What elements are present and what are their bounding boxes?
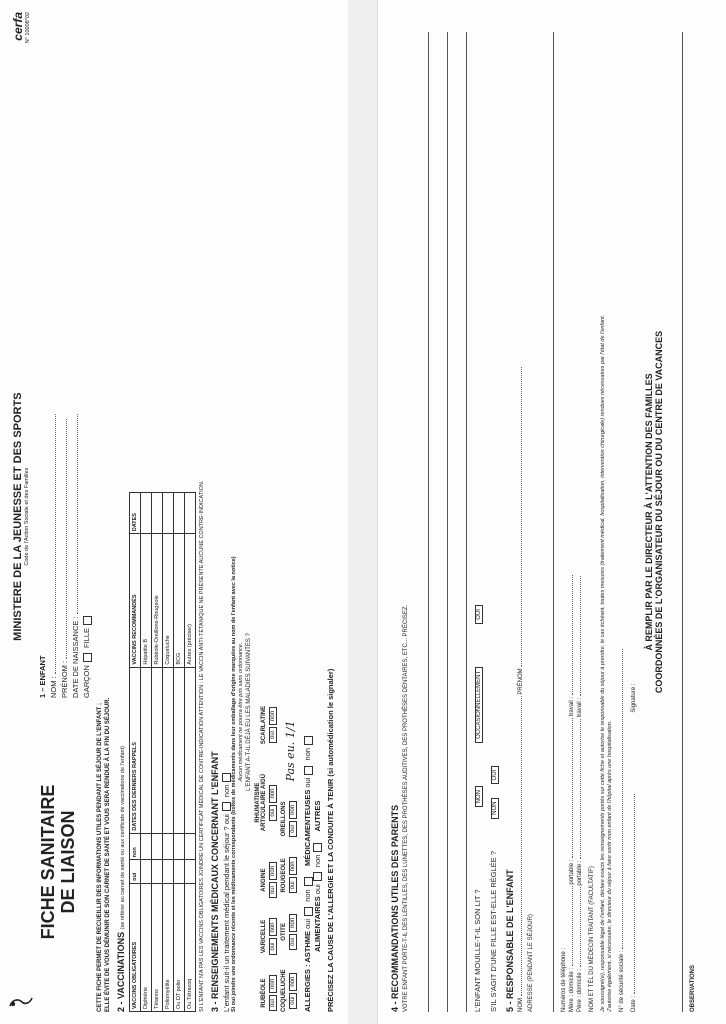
section4-title: 4 - RECOMMANDATIONS UTILES DES PARENTS	[390, 804, 400, 1012]
medic-label: MÉDICAMENTEUSES	[303, 789, 313, 866]
left-page	[0, 0, 348, 1024]
disease-name: ROUGEOLE	[281, 858, 288, 893]
vacc-header-cell: non	[129, 833, 140, 860]
date-label: Date :	[631, 995, 637, 1012]
alimentaires-label: ALIMENTAIRES	[312, 896, 322, 952]
disease-name: OREILLONS	[281, 801, 288, 837]
disease-oui-box[interactable]: oui	[289, 934, 297, 950]
bedwetting-non-box[interactable]: NON	[475, 786, 483, 807]
child-nom-label: NOM :	[49, 676, 58, 698]
no-medication-note: Aucun médicament ne pourra être pris sans ordonnance.	[238, 642, 245, 782]
vacc-non-cell[interactable]	[184, 833, 195, 860]
ministry-name: MINISTERE DE LA JEUNESSE ET DES SPORTS	[11, 392, 24, 641]
director-line[interactable]	[670, 32, 683, 1012]
date-signature-row	[630, 12, 638, 1012]
disease-non-box[interactable]: non	[269, 918, 277, 936]
vacc-date-cell[interactable]	[140, 667, 151, 833]
vacc-header-cell: VACCINS OBLIGATOIRES	[129, 883, 140, 1011]
intro-line1: CETTE FICHE PERMET DE RECUEILLIR DES INFORMATIONS UTILES PENDANT LE SÉJOUR DE L'ENFANT ;	[96, 703, 103, 1012]
vacc-header-cell: DATES	[129, 493, 140, 534]
garcon-checkbox[interactable]	[83, 653, 92, 662]
treatment-non-label: non	[221, 784, 231, 798]
disease-non-box[interactable]: non	[269, 785, 277, 803]
section4-line[interactable]	[416, 32, 429, 1012]
disease-item	[261, 706, 277, 744]
address-line[interactable]	[541, 32, 554, 1012]
asthme-label: ASTHME	[303, 931, 313, 963]
pere-row	[576, 12, 584, 1012]
medic-non-checkbox[interactable]	[304, 736, 313, 745]
disease-oui-box[interactable]: oui	[269, 727, 277, 743]
phone-label: Numéros de téléphone :	[561, 947, 567, 1012]
table-row	[173, 493, 184, 1012]
vacc-date-cell[interactable]	[173, 667, 184, 833]
vacc-non-cell[interactable]	[140, 833, 151, 860]
disease-oui-box[interactable]: oui	[269, 995, 277, 1011]
disease-non-box[interactable]: non	[289, 973, 297, 991]
director-title-2: COORDONNÉES DE L'ORGANISATEUR DU SÉJOUR OU DU CENTRE DE VACANCES	[654, 330, 664, 694]
disease-oui-box[interactable]: oui	[269, 939, 277, 955]
undersigned-text: Je soussigné(e), responsable légal de l'enfant, déclare exacts les renseignements portés sur cette fiche et autorise le responsable du séjour à prendre, le cas échéant, toutes mesures (traitement médical, hospitalisation, intervention chirurgicale) rendues nécessaires par l'état de l'enfant. J'autorise également, si nécessaire, le directeur du séjour à faire sortir mon enfant de l'hôpital après une hospitalisation.	[600, 314, 613, 1012]
ordonnance-note: Si oui joindre une ordonnance récente et les médicaments correspondants (boîtes de médicaments dans leur emballage d'origine marquées au nom de l'enfant avec la notice)	[231, 556, 238, 1012]
section5-title: 5 - RESPONSABLE DE L'ENFANT	[505, 869, 515, 1012]
vacc-oui-cell[interactable]	[140, 860, 151, 884]
pere-portable-label: portable :	[577, 860, 583, 886]
pere-domicile-field[interactable]	[580, 887, 581, 967]
child-prenom-label: PRÉNOM :	[60, 660, 69, 698]
vacc-oblig-cell: Ou DT polio	[173, 883, 184, 1011]
vacc-date-cell[interactable]	[151, 667, 162, 833]
resp-nom-field[interactable]	[521, 696, 522, 996]
handwritten-note: Pas eu. 1/1	[284, 720, 298, 782]
disease-non-box[interactable]: non	[269, 862, 277, 880]
secu-row	[618, 12, 626, 1012]
resp-address-label: ADRESSE (PENDANT LE SÉJOUR)	[528, 914, 534, 1012]
child-prenom-field[interactable]	[66, 419, 67, 659]
disease-item	[281, 856, 297, 894]
diseases-question: L'ENFANT A-T-IL DÉJÀ EU LES MALADIES SUIVANTES ?	[246, 633, 253, 791]
alim-non-label: non	[312, 854, 322, 868]
intro-text	[96, 12, 112, 1012]
disease-name: OTITE	[281, 923, 288, 941]
vacc-reco-date-cell[interactable]	[173, 493, 184, 534]
section2-title: 2 - VACCINATIONS	[115, 931, 126, 1012]
mere-portable-label: portable :	[569, 859, 575, 885]
disease-oui-box[interactable]: oui	[269, 805, 277, 821]
vacc-reco-cell: Rubéole-Oreillons-Rougeole	[151, 534, 162, 667]
header	[8, 12, 34, 1012]
disease-non-box[interactable]: non	[289, 914, 297, 932]
disease-name: RHUMATISME ARTICULAIRE AIGÜ	[255, 774, 268, 832]
disease-oui-box[interactable]: oui	[289, 877, 297, 893]
pere-portable-field[interactable]	[580, 719, 581, 859]
secu-field[interactable]	[622, 649, 623, 949]
diseases-row2	[281, 12, 299, 1012]
treatment-question: L'enfant suit-il un traitement médical pendant le séjour ?	[221, 826, 231, 1012]
medic-oui-label: oui	[303, 777, 313, 788]
alim-oui-label: oui	[312, 884, 322, 895]
identity-block	[38, 12, 92, 1012]
alim-non-checkbox[interactable]	[313, 843, 322, 852]
mere-label: Mère : domicile :	[569, 967, 575, 1012]
treatment-oui-label: oui	[221, 814, 231, 825]
disease-oui-box[interactable]: oui	[289, 821, 297, 837]
section4-line[interactable]	[435, 32, 448, 1012]
allergies-row	[303, 12, 313, 1012]
mere-domicile-field[interactable]	[572, 886, 573, 966]
child-dob-label: DATE DE NAISSANCE :	[71, 616, 80, 698]
disease-non-box[interactable]: non	[269, 975, 277, 993]
resp-nom-label: NOM	[518, 998, 524, 1012]
vacc-date-cell[interactable]	[162, 667, 173, 833]
asthme-oui-label: oui	[303, 918, 313, 929]
date-field[interactable]	[634, 794, 635, 994]
child-dob-field[interactable]	[77, 414, 78, 614]
disease-oui-box[interactable]: oui	[289, 993, 297, 1009]
allergy-cause: PRÉCISEZ LA CAUSE DE L'ALLERGIE ET LA CONDUITE À TENIR (si automédication le signaler)	[326, 668, 336, 1012]
girl-non-box[interactable]: NON	[491, 798, 499, 819]
garcon-label: GARÇON	[82, 665, 91, 698]
vacc-reco-date-cell[interactable]	[151, 493, 162, 534]
vacc-header-cell: VACCINS RECOMMANDÉS	[129, 534, 140, 667]
vacc-reco-cell: Coqueluche	[162, 534, 173, 667]
vacc-reco-cell: BCG	[173, 534, 184, 667]
allergies-row2	[313, 12, 323, 1012]
resp-name-row	[517, 12, 525, 1012]
cerfa-number: N° 10008*02	[24, 12, 31, 44]
vacc-non-cell[interactable]	[162, 833, 173, 860]
disease-oui-box[interactable]: oui	[269, 882, 277, 898]
pere-label: Père : domicile :	[577, 968, 583, 1012]
treatment-question-row	[222, 12, 232, 1012]
fille-label: FILLE	[82, 627, 91, 648]
mere-travail-label: travail :	[569, 696, 575, 717]
diseases-row1	[255, 12, 279, 1012]
form-title-line2: DE LIAISON	[58, 810, 78, 914]
asthme-non-label: non	[303, 889, 313, 902]
observations-label: OBSERVATIONS	[690, 964, 696, 1012]
vacc-oui-cell[interactable]	[184, 860, 195, 884]
vacc-oui-cell[interactable]	[173, 860, 184, 884]
disease-non-box[interactable]: non	[289, 801, 297, 819]
bedwetting-occasion-box[interactable]: OCCASIONNELLEMENT	[475, 667, 483, 743]
table-row	[162, 493, 173, 1012]
doctor-label: NOM ET TÉL DU MÉDECIN TRAITANT (FACULTATIF)	[589, 866, 595, 1012]
vacc-oblig-cell: Poliomyélite	[162, 883, 173, 1011]
vacc-reco-cell: Autres (préciser)	[184, 534, 195, 667]
left-page-content	[0, 0, 348, 1024]
section2-header	[116, 12, 127, 1012]
right-page-content	[378, 0, 726, 1024]
bedwetting-oui-box[interactable]: OUI	[475, 605, 483, 624]
vacc-non-cell[interactable]	[173, 833, 184, 860]
disease-name: ANGINE	[261, 868, 268, 892]
mere-portable-field[interactable]	[572, 718, 573, 858]
girl-row	[489, 12, 499, 1012]
girl-oui-box[interactable]: OUI	[491, 766, 499, 785]
disease-item	[261, 917, 277, 955]
medic-oui-checkbox[interactable]	[304, 766, 313, 775]
section4-text: VOTRE ENFANT PORTE-T-IL DES LENTILLES, DES LUNETTES, DES PROTHÈSES AUDITIVES, DES PROTHÈSES DENTAIRES, ETC... PRÉCISEZ.	[403, 604, 409, 1012]
disease-item	[261, 861, 277, 899]
resp-prenom-label: PRÉNOM	[518, 668, 524, 695]
pere-travail-label: travail :	[577, 697, 583, 718]
treatment-non-checkbox[interactable]	[222, 773, 231, 782]
asthme-oui-checkbox[interactable]	[304, 907, 313, 916]
section3-title: 3 - RENSEIGNEMENTS MÉDICAUX CONCERNANT L'ENFANT	[209, 751, 220, 1012]
vaccination-warning: SI L'ENFANT N'A PAS LES VACCINS OBLIGATOIRES JOINDRE UN CERTIFICAT MÉDICAL DE CONTRE-INDICATION ATTENTION : LE VACCIN ANTI-TÉTANIQUE NE PRÉSENTE AUCUNE CONTRE-INDICATION.	[198, 480, 205, 1012]
child-nom-field[interactable]	[55, 414, 56, 674]
disease-item	[281, 913, 297, 951]
vacc-oui-cell[interactable]	[151, 860, 162, 884]
disease-non-box[interactable]: non	[289, 857, 297, 875]
vacc-oblig-cell: Diphtérie	[140, 883, 151, 1011]
girl-question: S'IL S'AGIT D'UNE FILLE EST-ELLE RÉGLÉE ?	[489, 850, 498, 1012]
intro-line2: ELLE ÉVITE DE VOUS DÉMUNIR DE SON CARNET DE SANTÉ ET VOUS SERA RENDUE À LA FIN DU SÉJOUR.	[104, 697, 111, 1012]
treatment-oui-checkbox[interactable]	[222, 802, 231, 811]
disease-name: RUBÉOLE	[261, 978, 268, 1008]
table-row	[151, 493, 162, 1012]
vacc-reco-cell: Hépatite B	[140, 534, 151, 667]
signature-label: Signature :	[631, 683, 637, 713]
disease-name: COQUELUCHE	[281, 969, 288, 1012]
fille-checkbox[interactable]	[83, 616, 92, 625]
disease-non-box[interactable]: non	[269, 707, 277, 725]
vacc-header-cell: DATES DES DERNIERS RAPPELS	[129, 667, 140, 833]
section2-note: (se référer au carnet de santé ou aux certificats de vaccinations de l'enfant)	[119, 746, 126, 930]
vacc-reco-date-cell[interactable]	[162, 493, 173, 534]
form-title-line1: FICHE SANITAIRE	[38, 784, 58, 940]
section1-title: 1 – ENFANT	[38, 655, 47, 698]
allergies-label: ALLERGIES :	[303, 964, 313, 1012]
marianne-logo-icon	[8, 990, 34, 1012]
medic-non-label: non	[303, 747, 313, 761]
vacc-reco-date-cell[interactable]	[184, 493, 195, 534]
pere-travail-field[interactable]	[580, 576, 581, 696]
vacc-date-cell[interactable]	[184, 667, 195, 833]
bedwetting-question: L'ENFANT MOUILLE-T-IL SON LIT ?	[473, 889, 482, 1012]
vaccination-table	[129, 492, 196, 1012]
disease-name: VARICELLE	[261, 919, 268, 954]
disease-name: SCARLATINE	[261, 705, 268, 745]
director-title-1: À REMPLIR PAR LE DIRECTEUR À L'ATTENTION DES FAMILLES	[644, 373, 654, 651]
vacc-oblig-cell: Tétanos	[151, 883, 162, 1011]
disease-item	[255, 763, 277, 843]
table-row	[140, 493, 151, 1012]
secu-label: N° de sécurité sociale :	[619, 950, 625, 1012]
code-reference: Code de l'Action Sociale et des Familles	[23, 467, 30, 566]
vacc-oblig-cell: Ou Tétracoq	[184, 883, 195, 1011]
autres-label: AUTRES	[312, 800, 322, 832]
mere-row	[568, 12, 576, 1012]
vacc-header-row	[129, 493, 140, 1012]
disease-item	[261, 974, 277, 1012]
vacc-oui-cell[interactable]	[162, 860, 173, 884]
section4-line[interactable]	[454, 32, 467, 1012]
right-page	[377, 0, 726, 1024]
disease-item	[281, 800, 297, 838]
resp-prenom-field[interactable]	[521, 367, 522, 667]
table-row	[184, 493, 195, 1012]
vacc-non-cell[interactable]	[151, 833, 162, 860]
mere-travail-field[interactable]	[572, 575, 573, 695]
asthme-non-checkbox[interactable]	[304, 877, 313, 886]
disease-item	[281, 969, 297, 1012]
page-gutter	[348, 0, 377, 1024]
alim-oui-checkbox[interactable]	[313, 872, 322, 881]
vacc-header-cell: oui	[129, 860, 140, 884]
cerfa-logo: cerfa	[10, 12, 25, 41]
bedwetting-row	[473, 12, 483, 1012]
vacc-reco-date-cell[interactable]	[140, 493, 151, 534]
